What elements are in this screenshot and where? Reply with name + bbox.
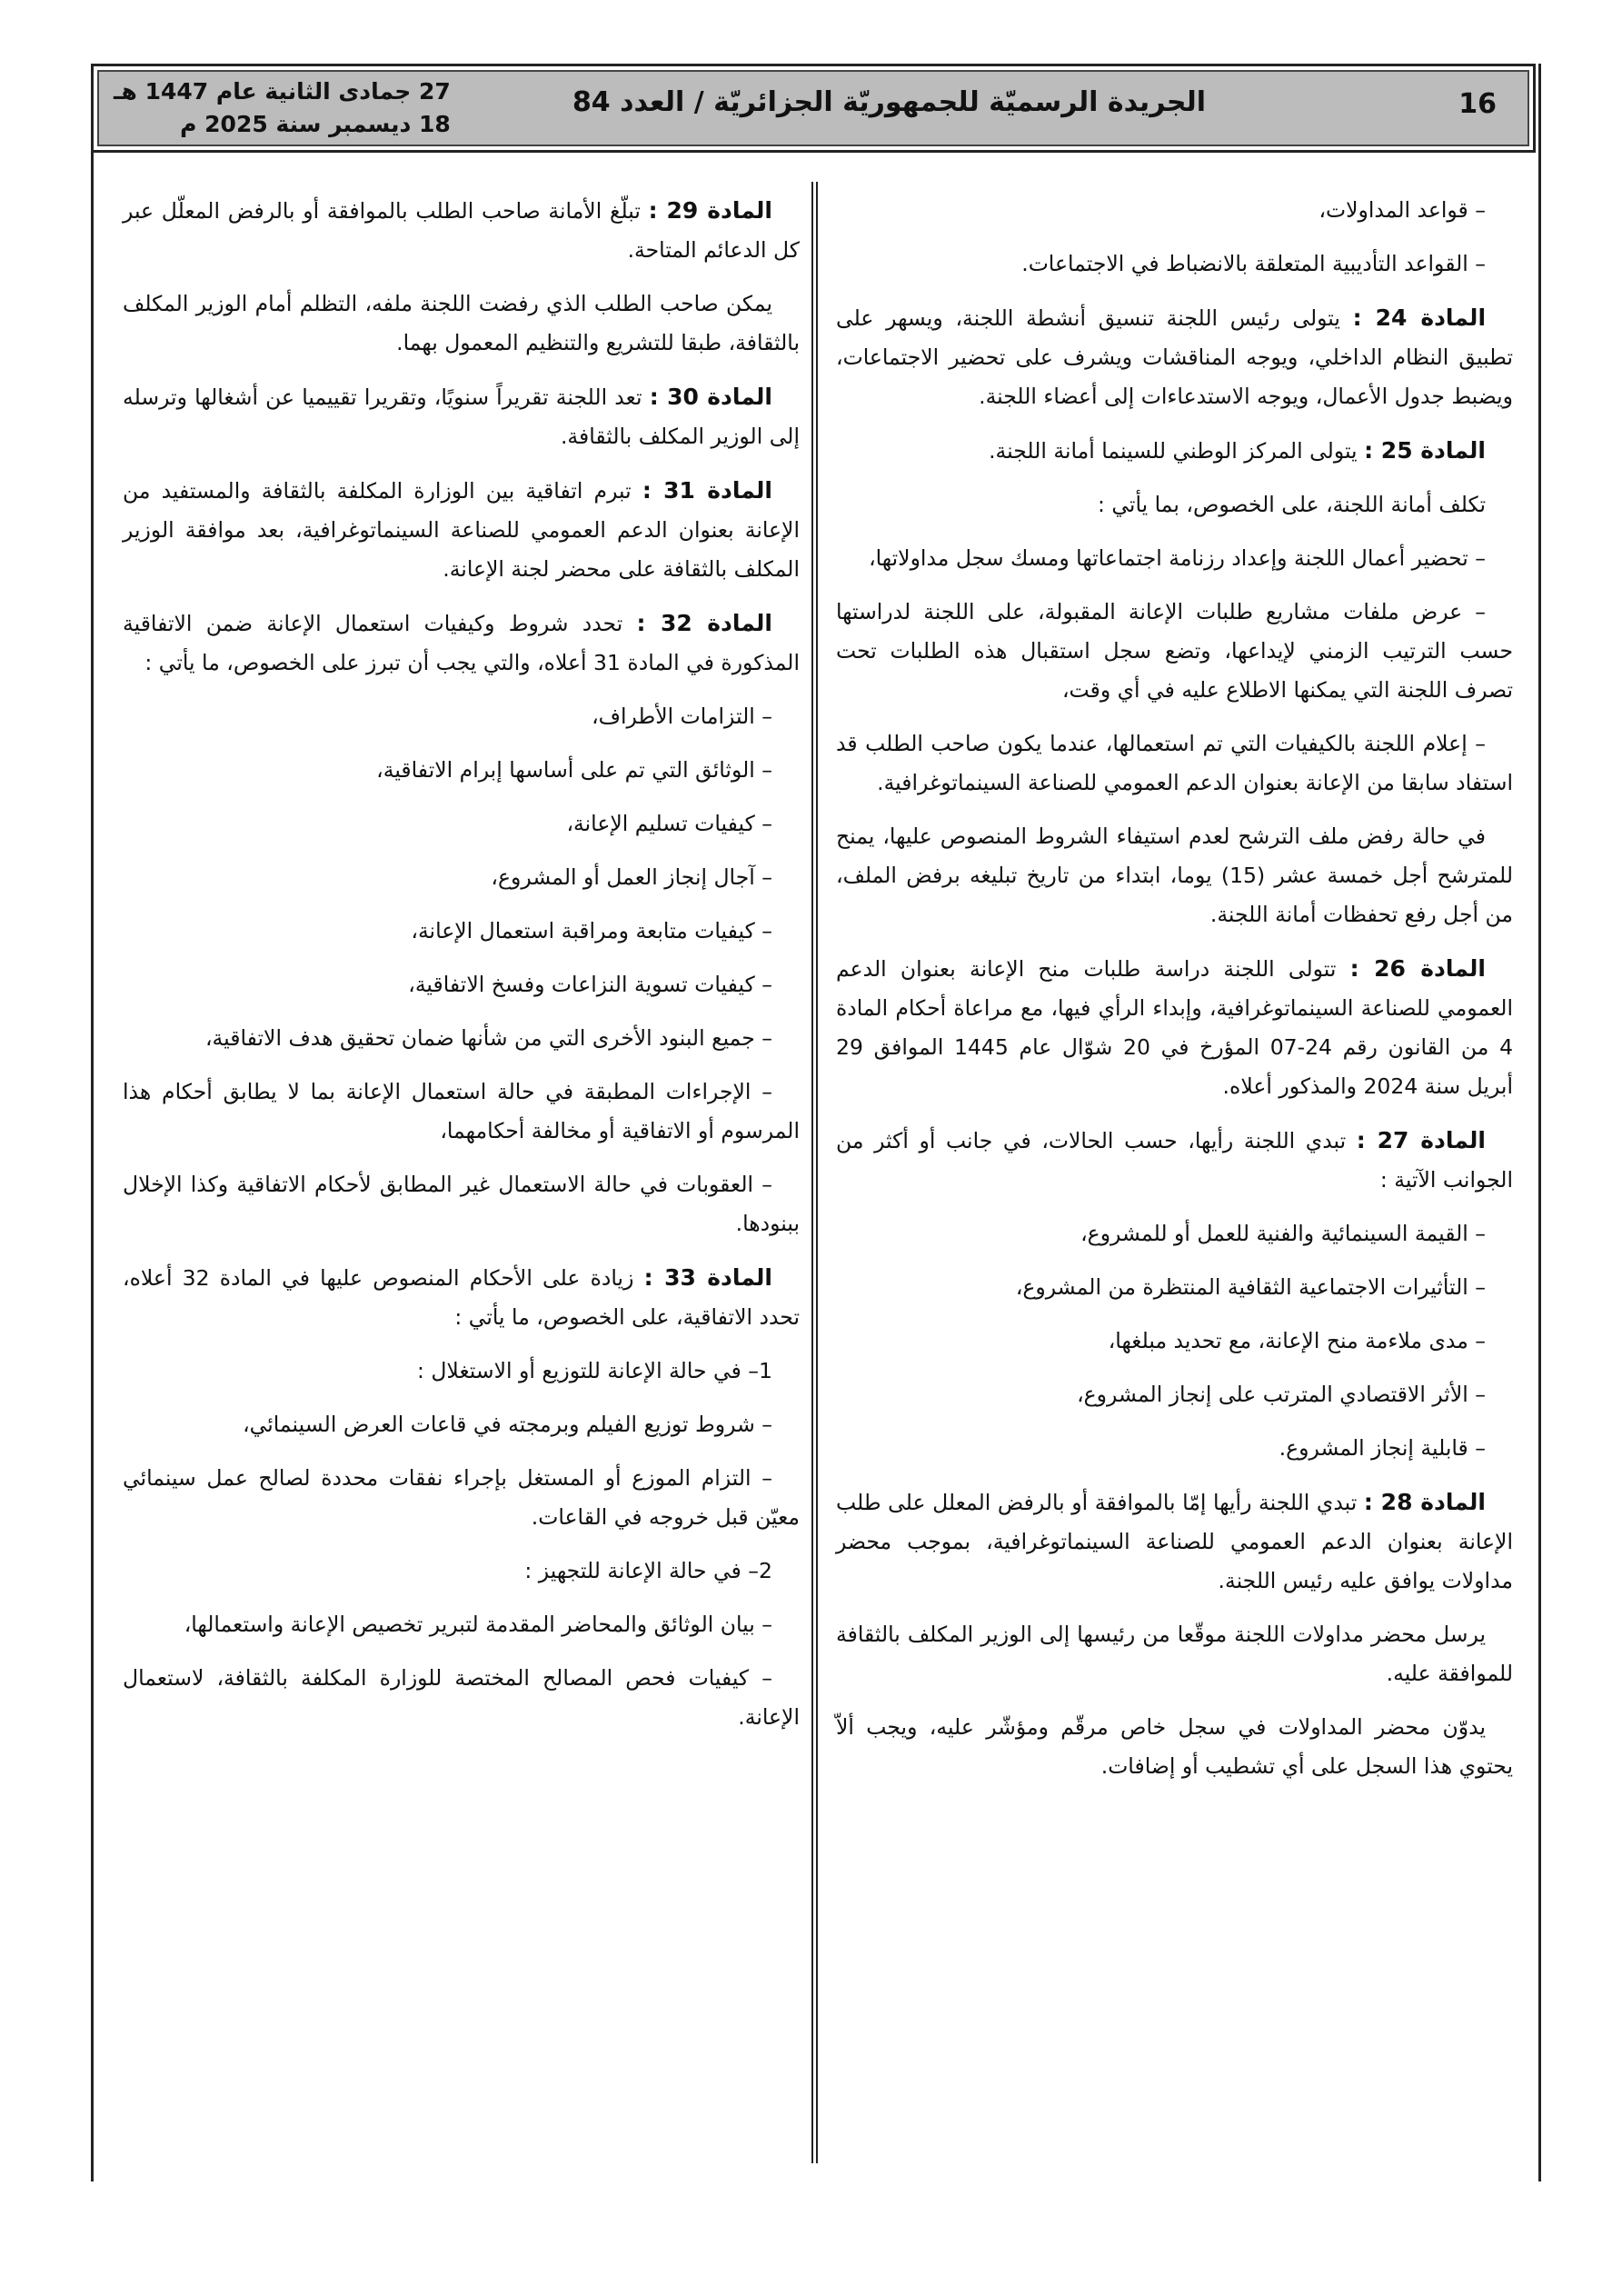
paragraph-text: – بيان الوثائق والمحاضر المقدمة لتبرير تخصيص الإعانة واستعمالها، (184, 1612, 772, 1637)
article-paragraph (123, 1258, 800, 1337)
paragraph-text: – القيمة السينمائية والفنية للعمل أو للمشروع، (1080, 1221, 1486, 1246)
paragraph-text: زيادة على الأحكام المنصوص عليها في المادة 32 أعلاه، تحدد الاتفاقية، على الخصوص، ما يأتي : (123, 1265, 800, 1330)
paragraph-text: يتولى رئيس اللجنة تنسيق أنشطة اللجنة، ويسهر على تطبيق النظام الداخلي، ويوجه المناقشات ويشرف على تحضير الاجتماعات، ويضبط جدول الأعمال، ويوجه الاستدعاءات إلى أعضاء اللجنة. (836, 305, 1513, 409)
paragraph-text: يتولى المركز الوطني للسينما أمانة اللجنة. (989, 438, 1358, 464)
paragraph-text: تعد اللجنة تقريراً سنويًا، وتقريرا تقييميا عن أشغالها وترسله إلى الوزير المكلف بالثقافة. (123, 384, 800, 449)
paragraph-text: 1– في حالة الإعانة للتوزيع أو الاستغلال : (416, 1358, 772, 1383)
column-divider (811, 182, 813, 2163)
paragraph (836, 1214, 1513, 1253)
article-paragraph (836, 1121, 1513, 1200)
paragraph-text: – الوثائق التي تم على أساسها إبرام الاتفاقية، (376, 757, 772, 783)
paragraph (123, 1459, 800, 1537)
left-column (123, 191, 800, 1752)
article-label: المادة 26 : (1349, 955, 1486, 982)
paragraph-text: – كيفيات متابعة ومراقبة استعمال الإعانة، (411, 918, 772, 943)
paragraph (123, 751, 800, 790)
paragraph (836, 817, 1513, 934)
paragraph (836, 245, 1513, 284)
paragraph (836, 485, 1513, 524)
article-label: المادة 32 : (636, 610, 772, 636)
article-paragraph (836, 1482, 1513, 1601)
paragraph-text: يمكن صاحب الطلب الذي رفضت اللجنة ملفه، التظلم أمام الوزير المكلف بالثقافة، طبقا للتشريع والتنظيم المعمول بهما. (123, 291, 800, 355)
article-label: المادة 24 : (1352, 304, 1487, 331)
article-label: المادة 27 : (1356, 1127, 1486, 1153)
paragraph-text: – تحضير أعمال اللجنة وإعداد رزنامة اجتماعاتها ومسك سجل مداولاتها، (869, 545, 1486, 571)
page-number: 16 (1458, 88, 1497, 120)
paragraph-text: – جميع البنود الأخرى التي من شأنها ضمان تحقيق هدف الاتفاقية، (204, 1025, 772, 1051)
paragraph-text: – التزام الموزع أو المستغل بإجراء نفقات محددة لصالح عمل سينمائي معيّن قبل خروجه في القاعات. (123, 1465, 800, 1530)
article-paragraph (836, 949, 1513, 1106)
article-paragraph (123, 604, 800, 683)
paragraph-text: 2– في حالة الإعانة للتجهيز : (524, 1558, 772, 1583)
paragraph-text: – قابلية إنجاز المشروع. (1279, 1435, 1486, 1461)
paragraph-text: – عرض ملفات مشاريع طلبات الإعانة المقبولة، على اللجنة لدراستها حسب الترتيب الزمني لإيداعها، وتضع سجل استقبال هذه الطلبات تحت تصرف اللجنة التي يمكنها الاطلاع عليه في أي وقت، (836, 599, 1513, 703)
paragraph (836, 1615, 1513, 1693)
paragraph (836, 1268, 1513, 1307)
paragraph-text: تتولى اللجنة دراسة طلبات منح الإعانة بعنوان الدعم العمومي للصناعة السينماتوغرافية، وإبداء الرأي فيها، مع مراعاة أحكام المادة 4 من القانون رقم 24-07 المؤرخ في 20 شوّال عام 1445 الموافق 29 أبريل سنة 2024 والمذكور أعلاه. (836, 956, 1514, 1099)
paragraph-text: – كيفيات فحص المصالح المختصة للوزارة المكلفة بالثقافة، لاستعمال الإعانة. (123, 1665, 800, 1730)
paragraph (836, 1429, 1513, 1468)
paragraph-text: في حالة رفض ملف الترشح لعدم استيفاء الشروط المنصوص عليها، يمنح للمترشح أجل خمسة عشر (15) يوما، ابتداء من تاريخ تبليغه برفض الملف، من أجل رفع تحفظات أمانة اللجنة. (836, 824, 1513, 927)
article-paragraph (123, 377, 800, 456)
article-label: المادة 25 : (1364, 437, 1486, 464)
paragraph-text: – القواعد التأديبية المتعلقة بالانضباط في الاجتماعات. (1021, 251, 1486, 276)
paragraph-text: تبدي اللجنة رأيها إمّا بالموافقة أو بالرفض المعلل على طلب الإعانة بعنوان الدعم العمومي للصناعة السينماتوغرافية، بموجب محضر مداولات يوافق عليه رئيس اللجنة. (836, 1490, 1513, 1593)
paragraph-text: – قواعد المداولات، (1318, 197, 1486, 223)
right-column (836, 191, 1513, 1801)
article-label: المادة 29 : (648, 197, 772, 224)
article-label: المادة 28 : (1363, 1489, 1486, 1515)
paragraph-text: تبدي اللجنة رأيها، حسب الحالات، في جانب أو أكثر من الجوانب الآتية : (836, 1128, 1513, 1193)
paragraph-text: تبرم اتفاقية بين الوزارة المكلفة بالثقافة والمستفيد من الإعانة بعنوان الدعم العمومي للصناعة السينماتوغرافية، بعد موافقة الوزير المكلف بالثقافة على محضر لجنة الإعانة. (123, 478, 800, 582)
paragraph (836, 191, 1513, 230)
paragraph-text: – التزامات الأطراف، (592, 704, 772, 729)
page-header (91, 64, 1536, 153)
article-label: المادة 33 : (643, 1264, 772, 1291)
paragraph (123, 1405, 800, 1444)
paragraph-text: – كيفيات تسليم الإعانة، (566, 811, 772, 836)
article-paragraph (836, 431, 1513, 471)
paragraph (123, 1073, 800, 1151)
paragraph (123, 285, 800, 363)
paragraph (123, 1352, 800, 1391)
paragraph-text: – إعلام اللجنة بالكيفيات التي تم استعمالها، عندما يكون صاحب الطلب قد استفاد سابقا من الإعانة بعنوان الدعم العمومي للصناعة السينماتوغرافية. (836, 731, 1513, 795)
column-divider (816, 182, 818, 2163)
paragraph-text: تكلف أمانة اللجنة، على الخصوص، بما يأتي : (1097, 492, 1486, 517)
paragraph (123, 912, 800, 951)
article-paragraph (836, 298, 1513, 416)
paragraph (123, 858, 800, 897)
paragraph (123, 965, 800, 1004)
date-hijri: 27 جمادى الثانية عام 1447 هـ (114, 78, 451, 105)
paragraph (836, 1708, 1513, 1786)
article-label: المادة 31 : (642, 477, 772, 504)
paragraph-text: يدوّن محضر المداولات في سجل خاص مرقّم ومؤشّر عليه، ويجب ألاّ يحتوي هذا السجل على أي تشطيب أو إضافات. (836, 1714, 1513, 1779)
paragraph-text: – مدى ملاءمة منح الإعانة، مع تحديد مبلغها، (1108, 1328, 1486, 1353)
paragraph (836, 539, 1513, 578)
issue-date (114, 75, 451, 141)
paragraph (123, 804, 800, 844)
paragraph (836, 724, 1513, 803)
paragraph (836, 1322, 1513, 1361)
paragraph-text: يرسل محضر مداولات اللجنة موقّعا من رئيسها إلى الوزير المكلف بالثقافة للموافقة عليه. (836, 1622, 1513, 1686)
paragraph-text: – كيفيات تسوية النزاعات وفسخ الاتفاقية، (408, 972, 772, 997)
paragraph-text: تبلّغ الأمانة صاحب الطلب بالموافقة أو بالرفض المعلّل عبر كل الدعائم المتاحة. (123, 198, 800, 263)
article-paragraph (123, 471, 800, 589)
paragraph-text: – الأثر الاقتصادي المترتب على إنجاز المشروع، (1077, 1382, 1486, 1407)
paragraph (836, 1375, 1513, 1414)
paragraph (123, 1659, 800, 1737)
paragraph (123, 1605, 800, 1644)
paragraph-text: – الإجراءات المطبقة في حالة استعمال الإعانة بما لا يطابق أحكام هذا المرسوم أو الاتفاقية أو مخالفة أحكامهما، (123, 1079, 800, 1143)
date-gregorian: 18 ديسمبر سنة 2025 م (180, 111, 451, 137)
article-paragraph (123, 191, 800, 270)
paragraph (123, 1552, 800, 1591)
paragraph (123, 697, 800, 736)
paragraph-text: – العقوبات في حالة الاستعمال غير المطابق لأحكام الاتفاقية وكذا الإخلال ببنودها. (123, 1172, 800, 1236)
paragraph-text: – التأثيرات الاجتماعية الثقافية المنتظرة من المشروع، (1015, 1274, 1486, 1300)
paragraph (123, 1019, 800, 1058)
paragraph (836, 593, 1513, 710)
paragraph-text: – آجال إنجاز العمل أو المشروع، (491, 864, 772, 890)
paragraph-text: – شروط توزيع الفيلم وبرمجته في قاعات العرض السينمائي، (243, 1412, 772, 1437)
article-label: المادة 30 : (649, 384, 772, 410)
paragraph-text: تحدد شروط وكيفيات استعمال الإعانة ضمن الاتفاقية المذكورة في المادة 31 أعلاه، والتي يجب أن تبرز على الخصوص، ما يأتي : (123, 611, 800, 675)
paragraph (123, 1165, 800, 1243)
gazette-title: الجريدة الرسميّة للجمهوريّة الجزائريّة / العدد 84 (572, 86, 1206, 118)
